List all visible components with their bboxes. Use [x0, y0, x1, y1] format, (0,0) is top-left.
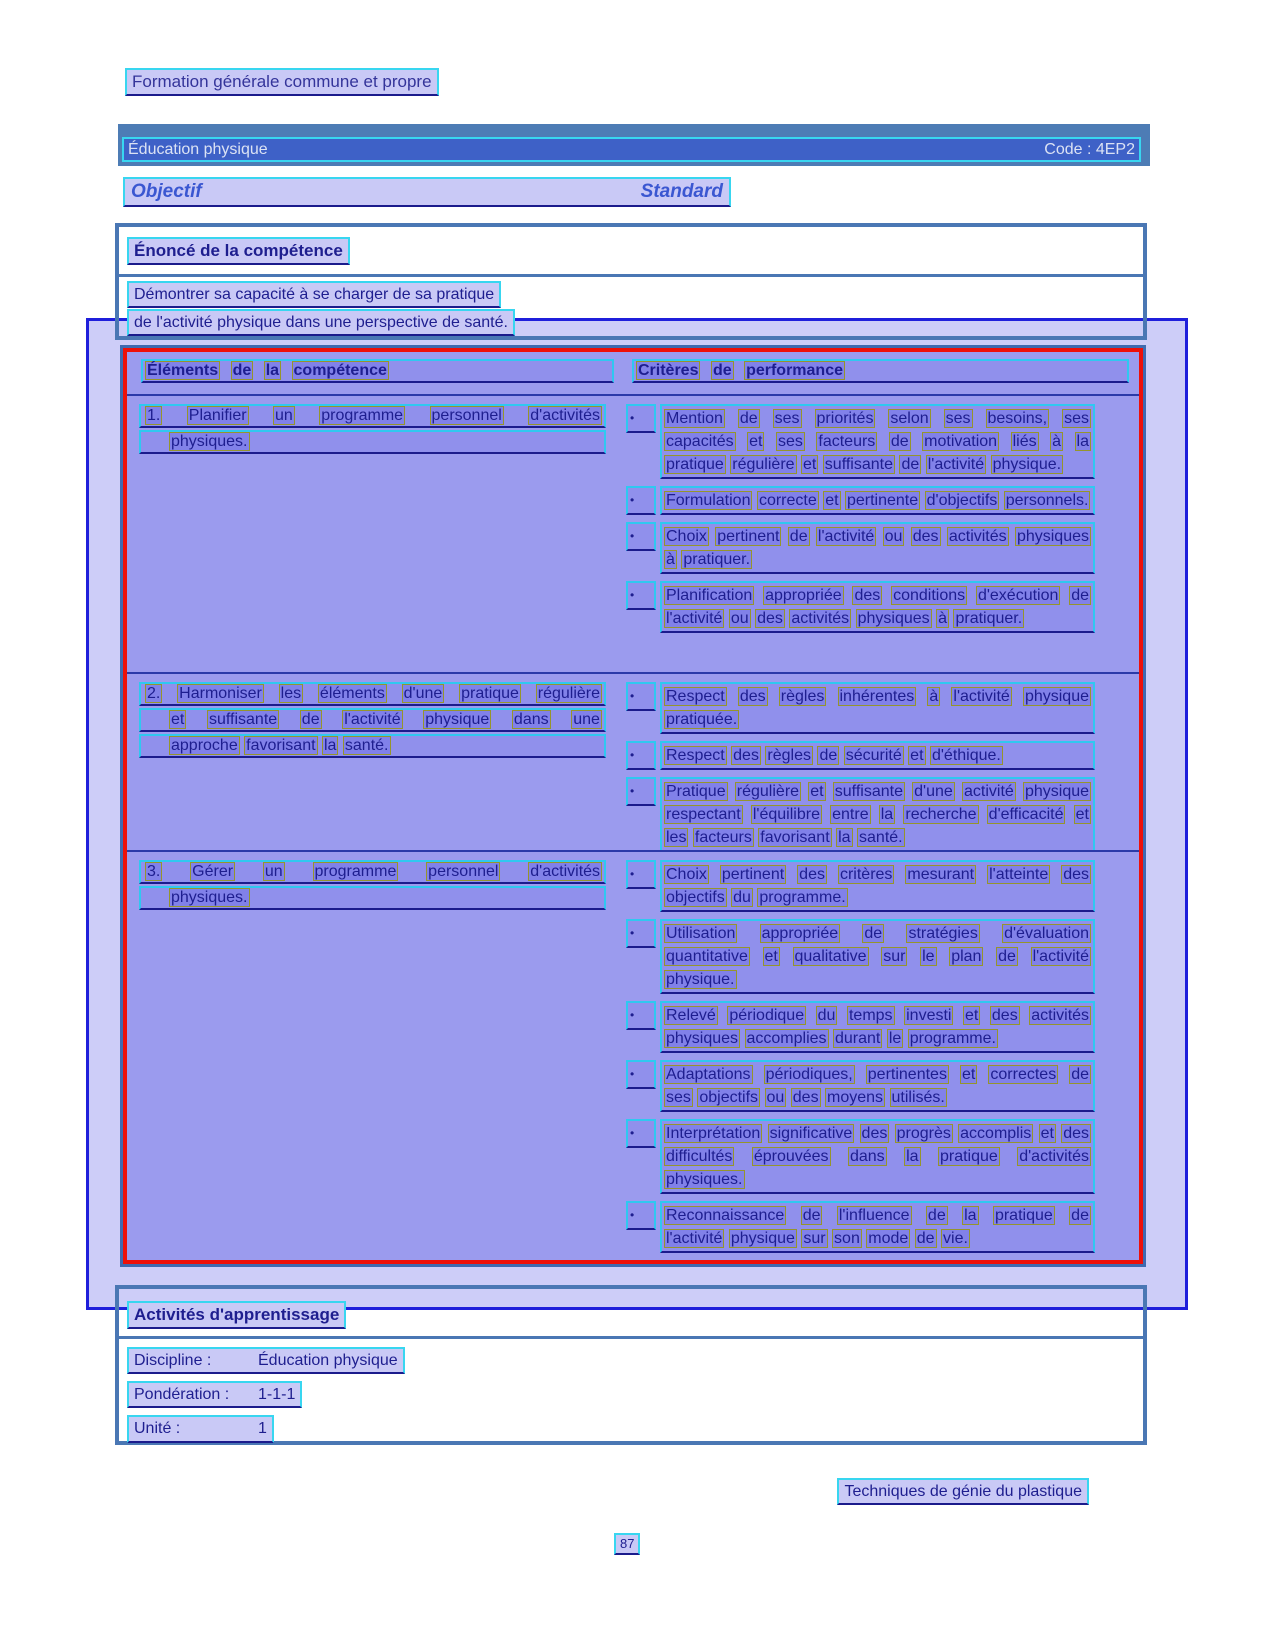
bullet-item	[626, 682, 1095, 734]
bullet-text: Reconnaissance de l'influence de la pratique de l'activité physique sur son mode de vie.	[660, 1201, 1095, 1253]
footer-program: Techniques de génie du plastique	[837, 1478, 1089, 1505]
bullet-item	[626, 486, 1095, 515]
bullet-item	[626, 919, 1095, 994]
activites-body	[119, 1339, 1143, 1443]
page-number: 87	[614, 1533, 640, 1555]
bullet-icon: •	[626, 777, 656, 806]
bullet-icon: •	[626, 1201, 656, 1230]
bullet-icon: •	[626, 741, 656, 770]
bullet-text: Pratique régulière et suffisante d'une activité physique respectant l'équilibre entre la recherche d'efficacité et les facteurs favorisant la santé.	[660, 777, 1095, 852]
bullet-icon: •	[626, 860, 656, 889]
info-value: 1	[258, 1420, 267, 1438]
bullet-icon: •	[626, 486, 656, 515]
table-header-criteres: Critères de performance	[624, 359, 1139, 385]
course-bar-highlight	[122, 137, 1141, 162]
element-cell: 3. Gérer un programme personnel d'activités physiques.	[127, 860, 624, 1260]
element-cell: 2. Harmoniser les éléments d'une pratique régulière et suffisante de l'activité physique dans une approche favorisant la santé.	[127, 682, 624, 859]
enonce-body	[119, 277, 1143, 336]
bullet-item	[626, 860, 1095, 912]
bullet-text: Choix pertinent de l'activité ou des activités physiques à pratiquer.	[660, 522, 1095, 574]
bullet-icon: •	[626, 404, 656, 433]
table-header-row	[127, 352, 1139, 394]
bullet-item	[626, 522, 1095, 574]
course-code: Code : 4EP2	[1044, 140, 1135, 158]
info-row-unite	[127, 1415, 1143, 1442]
criteria-cell	[624, 860, 1139, 1260]
column-headers	[123, 177, 731, 207]
element-cell: 1. Planifier un programme personnel d'activités physiques.	[127, 404, 624, 672]
bullet-item	[626, 1201, 1095, 1253]
course-title: Éducation physique	[128, 140, 268, 158]
criteria-cell	[624, 682, 1139, 859]
bullet-text: Relevé périodique du temps investi et des activités physiques accomplies durant le programme.	[660, 1001, 1095, 1053]
info-row-discipline	[127, 1347, 1143, 1374]
objectif-label: Objectif	[131, 181, 202, 202]
bullet-item	[626, 1119, 1095, 1194]
bullet-text: Respect des règles inhérentes à l'activité physique pratiquée.	[660, 682, 1095, 734]
bullet-icon: •	[626, 919, 656, 948]
bullet-item	[626, 741, 1095, 770]
bullet-icon: •	[626, 1060, 656, 1089]
enonce-header	[119, 227, 1143, 277]
bullet-icon: •	[626, 682, 656, 711]
course-bar	[118, 124, 1150, 166]
bullet-icon: •	[626, 1119, 656, 1148]
info-label: Unité :	[134, 1420, 181, 1438]
bullet-text: Mention de ses priorités selon ses besoins, ses capacités et ses facteurs de motivation liés à la pratique régulière et suffisante de l'activité physique.	[660, 404, 1095, 479]
program-label-text: Formation générale commune et propre	[125, 68, 439, 96]
bullet-text: Utilisation appropriée de stratégies d'évaluation quantitative et qualitative sur le plan de l'activité physique.	[660, 919, 1095, 994]
bullet-icon: •	[626, 581, 656, 610]
enonce-heading: Énoncé de la compétence	[127, 237, 350, 265]
bullet-item	[626, 404, 1095, 479]
standard-label: Standard	[640, 181, 723, 202]
info-label: Pondération :	[134, 1386, 230, 1404]
bullet-text: Adaptations périodiques, pertinentes et correctes de ses objectifs ou des moyens utilisés.	[660, 1060, 1095, 1112]
bullet-item	[626, 1001, 1095, 1053]
table-row	[127, 850, 1139, 1260]
criteria-cell	[624, 404, 1139, 672]
enonce-line: de l'activité physique dans une perspective de santé.	[127, 309, 1143, 336]
bullet-icon: •	[626, 522, 656, 551]
table-row	[127, 672, 1139, 850]
bullet-icon: •	[626, 1001, 656, 1030]
competence-table	[120, 345, 1146, 1267]
table-row	[127, 394, 1139, 672]
info-row-ponderation	[127, 1381, 1143, 1408]
bullet-text: Planification appropriée des conditions d'exécution de l'activité ou des activités physiques à pratiquer.	[660, 581, 1095, 633]
info-label: Discipline :	[134, 1352, 212, 1369]
info-value: 1-1-1	[258, 1386, 296, 1404]
enonce-section	[115, 223, 1147, 340]
bullet-text: Formulation correcte et pertinente d'objectifs personnels.	[660, 486, 1095, 515]
enonce-line: Démontrer sa capacité à se charger de sa pratique	[127, 281, 1143, 308]
activites-heading: Activités d'apprentissage	[127, 1301, 346, 1329]
activites-header	[119, 1289, 1143, 1339]
bullet-item	[626, 581, 1095, 633]
table-header-elements: Éléments de la compétence	[127, 359, 624, 385]
activites-section	[115, 1285, 1147, 1445]
competence-table-red-frame	[123, 348, 1143, 1264]
info-value: Éducation physique	[258, 1352, 398, 1369]
bullet-text: Choix pertinent des critères mesurant l'atteinte des objectifs du programme.	[660, 860, 1095, 912]
program-label	[125, 68, 439, 96]
bullet-item	[626, 1060, 1095, 1112]
bullet-item	[626, 777, 1095, 852]
bullet-text: Respect des règles de sécurité et d'éthique.	[660, 741, 1095, 770]
bullet-text: Interprétation significative des progrès accomplis et des difficultés éprouvées dans la pratique d'activités physiques.	[660, 1119, 1095, 1194]
